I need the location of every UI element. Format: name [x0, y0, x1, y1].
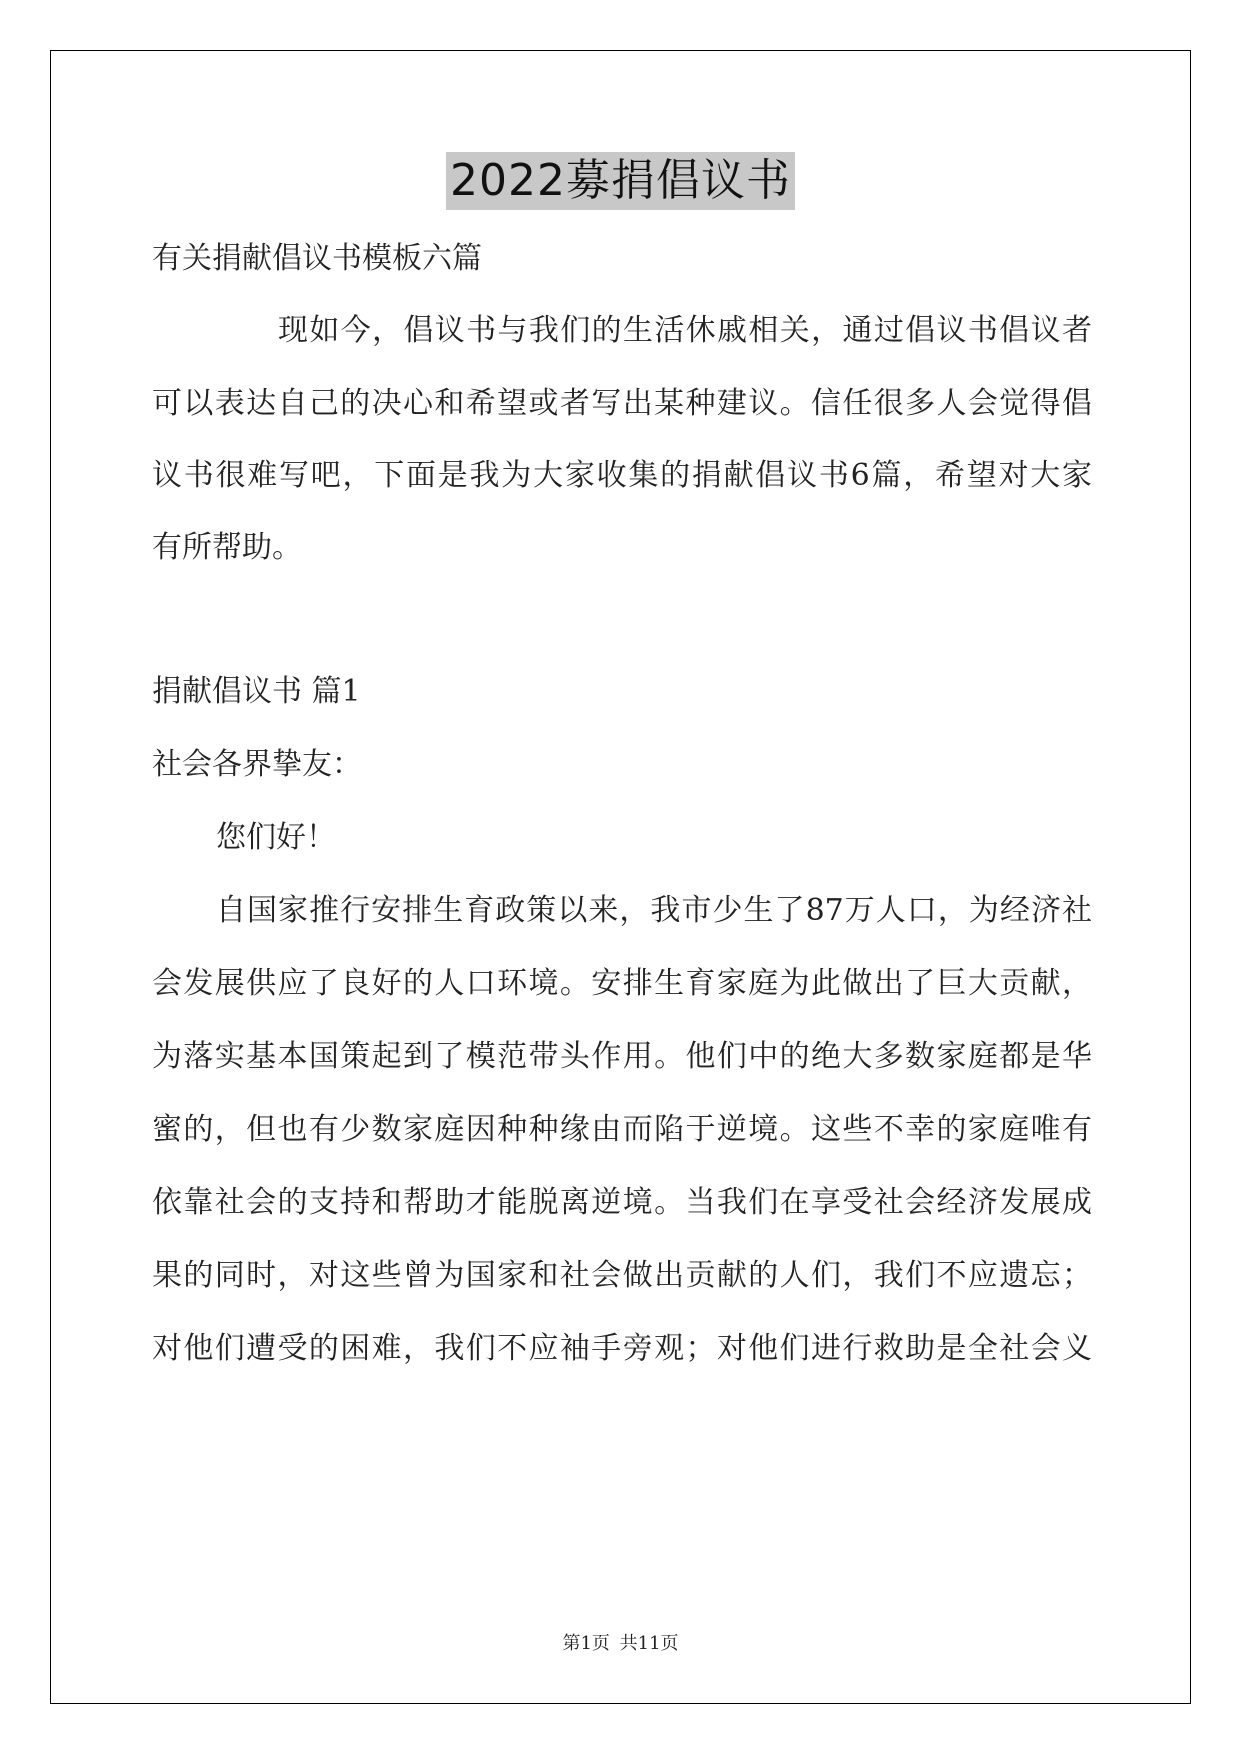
intro-line-1: 现如今，倡议书与我们的生活休戚相关，通过倡议书倡议者: [278, 313, 1092, 348]
body-line-4: 蜜的，但也有少数家庭因种种缘由而陷于逆境。这些不幸的家庭唯有: [152, 1112, 1092, 1147]
salutation: 社会各界挚友：: [152, 747, 362, 782]
title-container: [0, 152, 1241, 210]
intro-line-3: 议书很难写吧，下面是我为大家收集的捐献倡议书6篇，希望对大家: [152, 458, 1092, 493]
page-number-footer: 第1页 共11页: [562, 1633, 679, 1654]
intro-line-4: 有所帮助。: [152, 530, 302, 565]
intro-line-2: 可以表达自己的决心和希望或者写出某种建议。信任很多人会觉得倡: [152, 386, 1092, 421]
body-line-3: 为落实基本国策起到了模范带头作用。他们中的绝大多数家庭都是华: [152, 1039, 1092, 1074]
greeting: 您们好！: [216, 820, 336, 855]
body-line-6: 果的同时，对这些曾为国家和社会做出贡献的人们，我们不应遗忘；: [152, 1258, 1092, 1293]
document-title: 2022募捐倡议书: [446, 152, 795, 210]
body-line-7: 对他们遭受的困难，我们不应袖手旁观；对他们进行救助是全社会义: [152, 1331, 1092, 1366]
section-heading: 捐献倡议书 篇1: [152, 674, 361, 709]
body-line-1: 自国家推行安排生育政策以来，我市少生了87万人口，为经济社: [216, 893, 1092, 928]
document-subtitle: 有关捐献倡议书模板六篇: [152, 241, 482, 276]
page-border: [50, 50, 1191, 1704]
body-line-2: 会发展供应了良好的人口环境。安排生育家庭为此做出了巨大贡献，: [152, 966, 1092, 1001]
body-line-5: 依靠社会的支持和帮助才能脱离逆境。当我们在享受社会经济发展成: [152, 1185, 1092, 1220]
